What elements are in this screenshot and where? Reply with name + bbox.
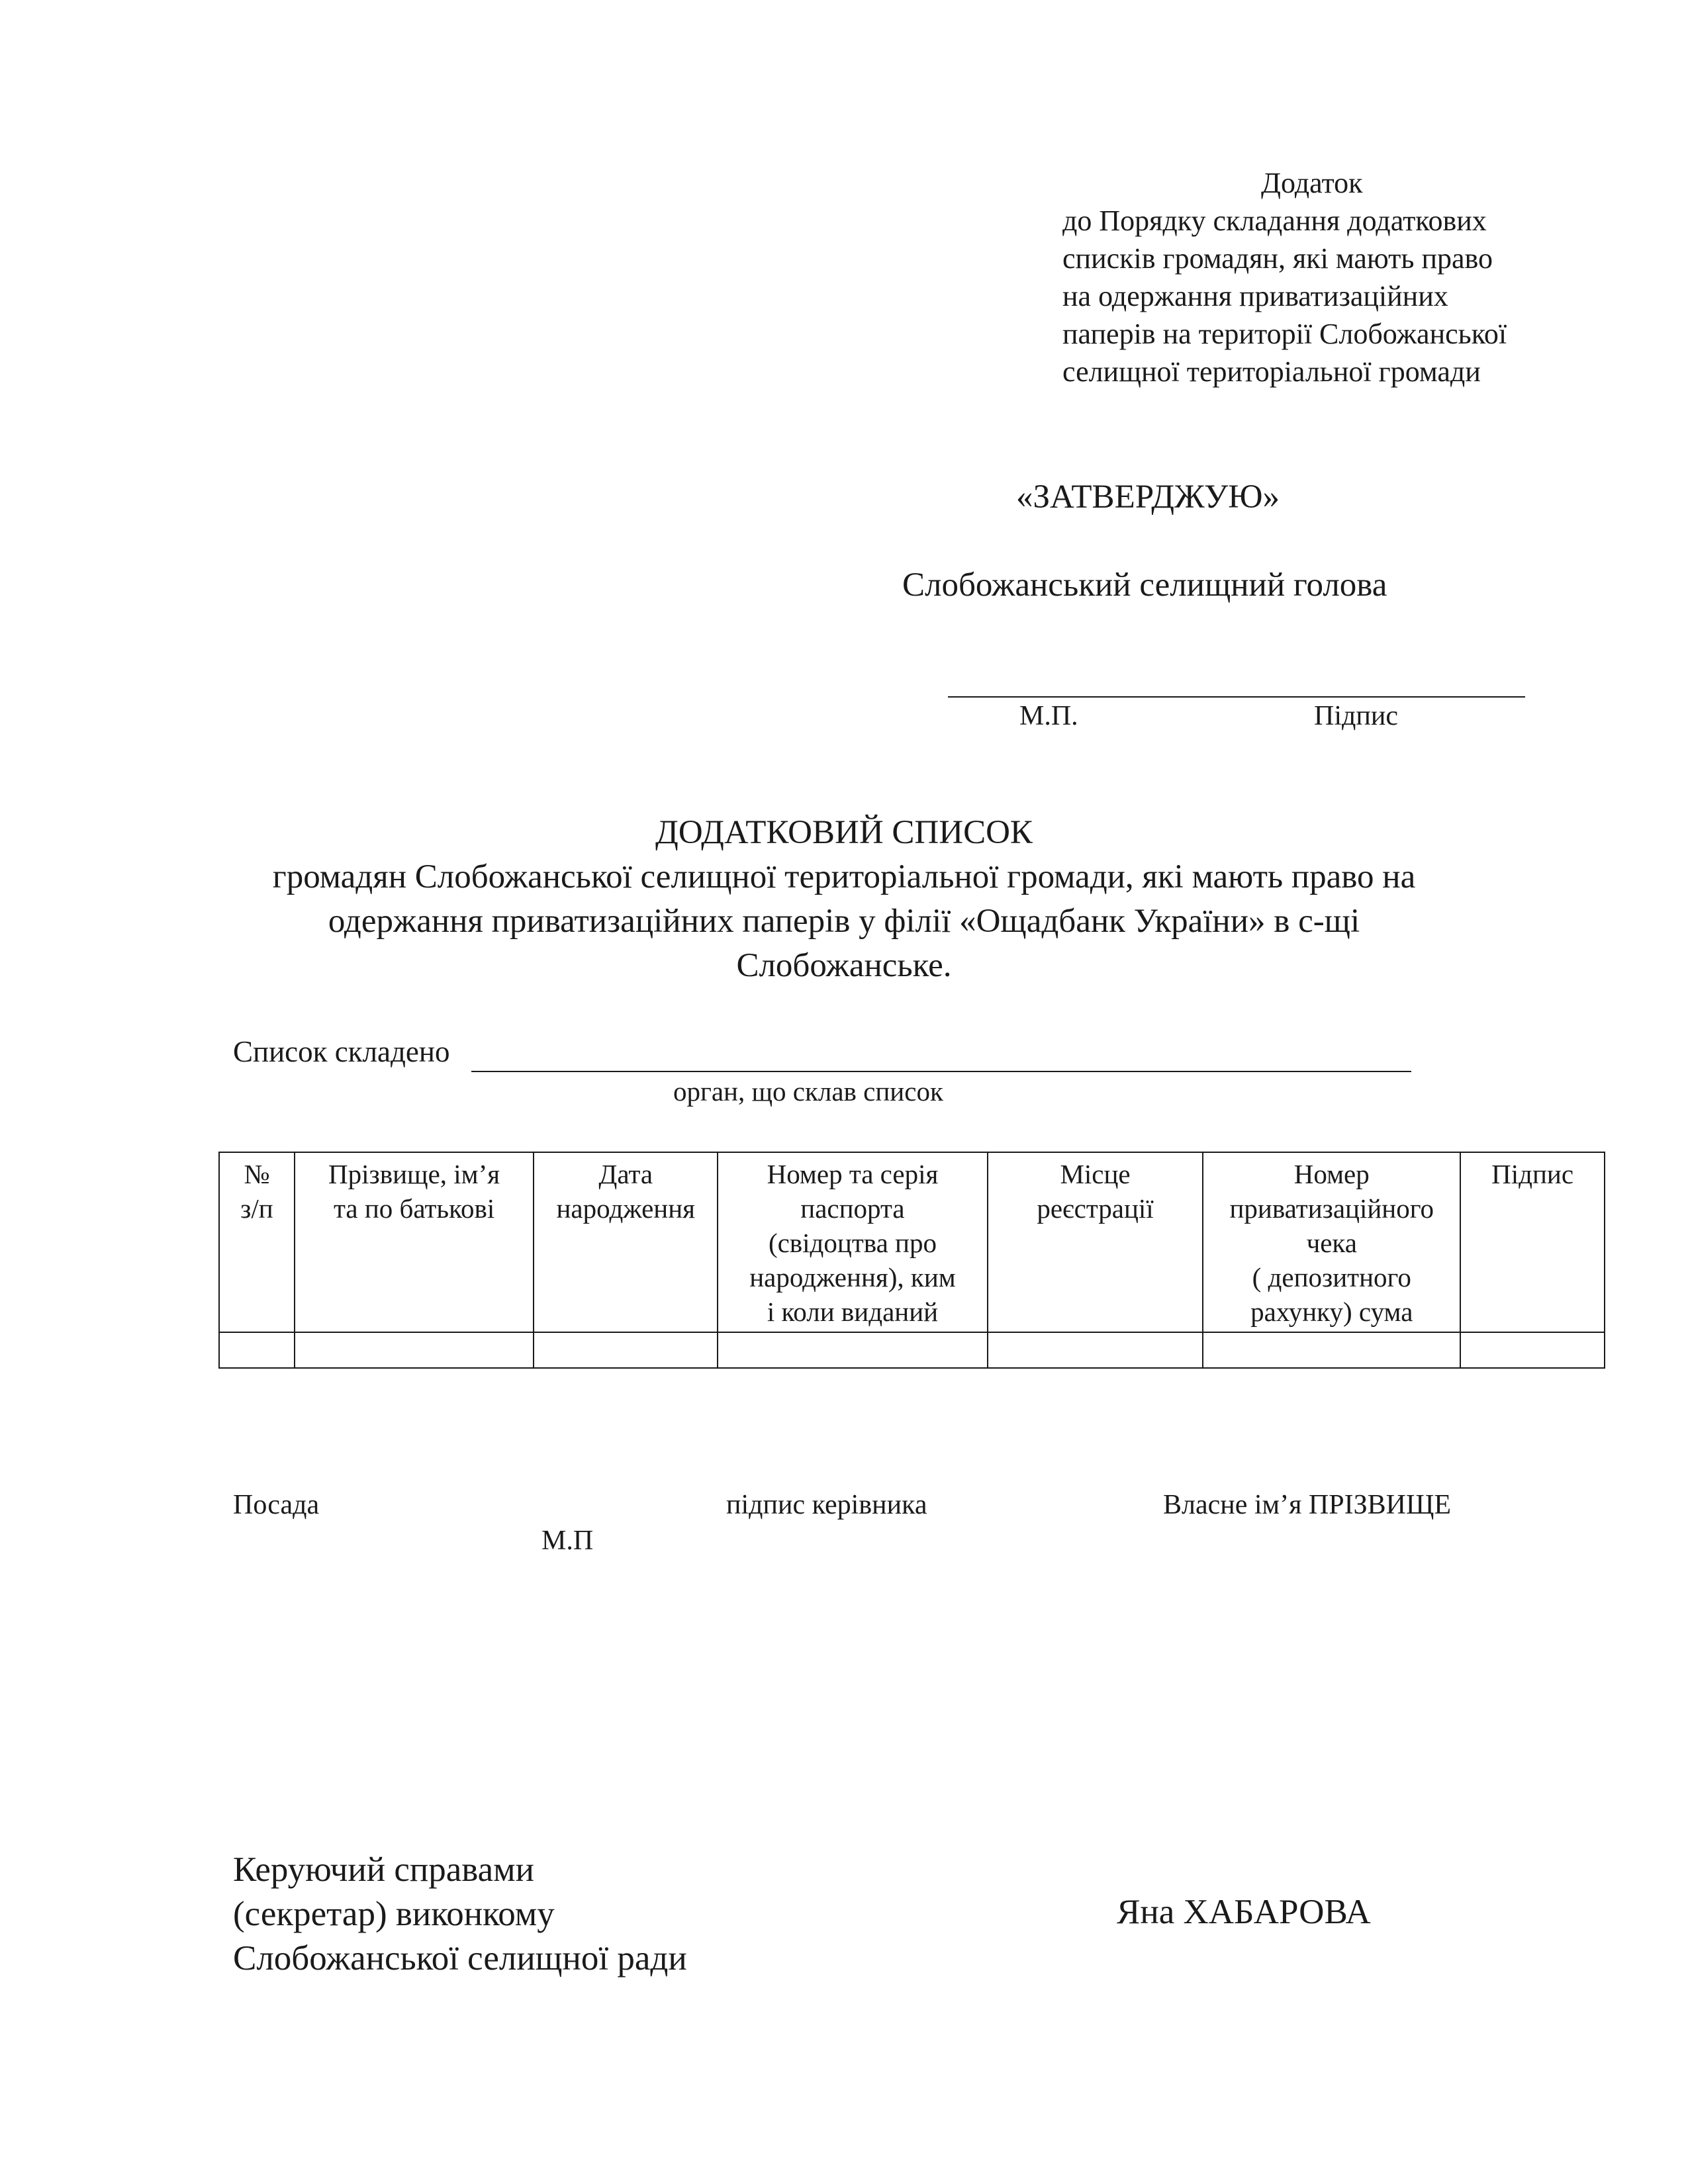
column-header-text: Номер приватизаційного чека ( депозитного рахунку) сума bbox=[1229, 1159, 1434, 1327]
citizens-table bbox=[218, 1152, 1605, 1369]
compiled-by-caption: орган, що склав список bbox=[673, 1076, 943, 1107]
appendix-block bbox=[1062, 164, 1507, 390]
stamp-label: М.П. bbox=[1019, 701, 1078, 731]
manager-name: Яна ХАБАРОВА bbox=[1117, 1893, 1371, 1931]
column-header-text: Прізвище, ім’я та по батькові bbox=[328, 1159, 500, 1224]
table-row bbox=[219, 1332, 1605, 1368]
appendix-line: на одержання приватизаційних bbox=[1062, 280, 1448, 312]
heading-line: громадян Слобожанської селищної територіальної громади, які мають право на bbox=[272, 858, 1416, 895]
signature-label: Підпис bbox=[1314, 701, 1398, 731]
manager-title-line: Керуючий справами bbox=[233, 1850, 535, 1889]
column-header bbox=[988, 1152, 1203, 1332]
manager-title-line: Слобожанської селищної ради bbox=[233, 1939, 687, 1978]
heading-line: Слобожанське. bbox=[736, 947, 952, 984]
position-label: Посада bbox=[233, 1490, 320, 1520]
appendix-title: Додаток bbox=[1261, 167, 1363, 199]
table-cell bbox=[534, 1332, 718, 1368]
appendix-line: до Порядку складання додаткових bbox=[1062, 205, 1487, 237]
signature-line bbox=[948, 696, 1525, 698]
heading-line: одержання приватизаційних паперів у філії «Ощадбанк України» в с-щі bbox=[328, 903, 1360, 940]
document-heading bbox=[0, 811, 1688, 988]
table-cell bbox=[219, 1332, 295, 1368]
table-cell bbox=[1460, 1332, 1605, 1368]
name-label: Власне ім’я ПРІЗВИЩЕ bbox=[1163, 1490, 1452, 1520]
document-title: ДОДАТКОВИЙ СПИСОК bbox=[655, 814, 1033, 851]
appendix-line: списків громадян, які мають право bbox=[1062, 242, 1493, 275]
approve-label: «ЗАТВЕРДЖУЮ» bbox=[1016, 478, 1280, 516]
compiled-by-line bbox=[471, 1071, 1411, 1072]
column-header bbox=[1460, 1152, 1605, 1332]
column-header-text: Номер та серія паспорта (свідоцтва про народження), ким і коли виданий bbox=[749, 1159, 956, 1327]
manager-title bbox=[233, 1848, 687, 1981]
head-title: Слобожанський селищний голова bbox=[902, 567, 1387, 604]
column-header-text: Підпис bbox=[1491, 1159, 1574, 1189]
column-header-text: № з/п bbox=[240, 1159, 273, 1224]
manager-title-line: (секретар) виконкому bbox=[233, 1895, 555, 1933]
column-header-text: Місце реєстрації bbox=[1037, 1159, 1154, 1224]
column-header-text: Дата народження bbox=[556, 1159, 696, 1224]
column-header bbox=[295, 1152, 534, 1332]
appendix-line: паперів на території Слобожанської bbox=[1062, 318, 1507, 350]
column-header bbox=[1203, 1152, 1460, 1332]
compiled-by-label: Список складено bbox=[233, 1035, 450, 1068]
table-cell bbox=[295, 1332, 534, 1368]
head-signature-label: підпис керівника bbox=[726, 1490, 927, 1520]
table-cell bbox=[988, 1332, 1203, 1368]
column-header bbox=[534, 1152, 718, 1332]
stamp-label-bottom: М.П bbox=[541, 1525, 594, 1556]
table-header-row bbox=[219, 1152, 1605, 1332]
column-header bbox=[219, 1152, 295, 1332]
appendix-line: селищної територіальної громади bbox=[1062, 355, 1481, 388]
column-header bbox=[718, 1152, 988, 1332]
table-cell bbox=[1203, 1332, 1460, 1368]
table-cell bbox=[718, 1332, 988, 1368]
